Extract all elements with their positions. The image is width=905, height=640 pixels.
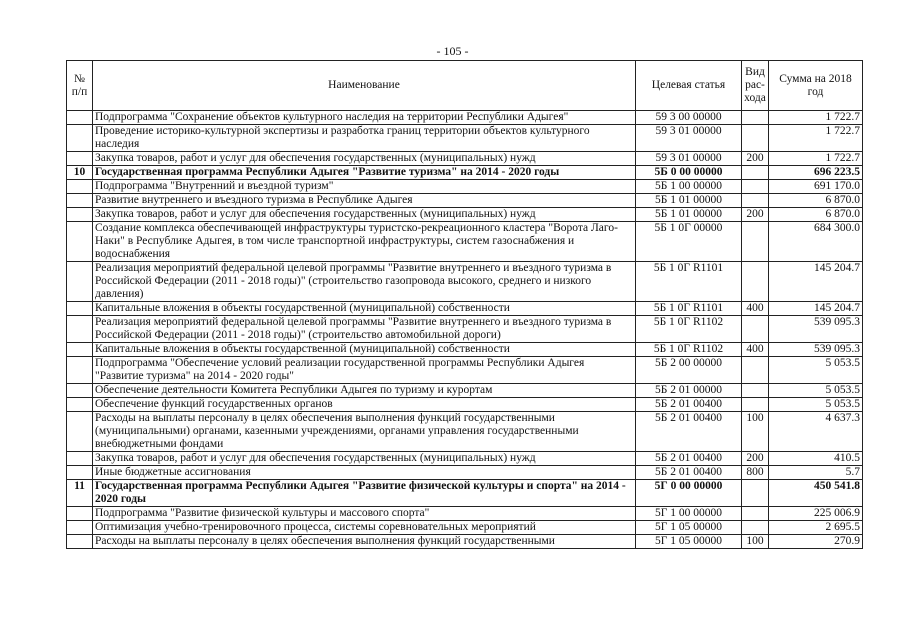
table-row [67, 384, 863, 398]
row-sum: 4 637.3 [769, 412, 863, 452]
row-type [742, 180, 769, 194]
row-type [742, 194, 769, 208]
header-num: № п/п [67, 61, 93, 111]
row-code: 5Б 1 0Г R1101 [636, 262, 742, 302]
row-name: Капитальные вложения в объекты государственной (муниципальной) собственности [93, 343, 636, 357]
row-num [67, 412, 93, 452]
table-row [67, 111, 863, 125]
row-type [742, 111, 769, 125]
row-code: 5Б 2 01 00400 [636, 398, 742, 412]
row-code: 5Г 0 00 00000 [636, 480, 742, 507]
row-code: 59 3 01 00000 [636, 152, 742, 166]
row-code: 5Г 1 05 00000 [636, 535, 742, 549]
row-code: 5Б 2 00 00000 [636, 357, 742, 384]
row-num [67, 208, 93, 222]
table-row [67, 507, 863, 521]
row-type: 400 [742, 343, 769, 357]
row-num [67, 222, 93, 262]
table-row [67, 152, 863, 166]
row-num [67, 194, 93, 208]
row-name: Расходы на выплаты персоналу в целях обеспечения выполнения функций государственными (муниципальными) органами, казенными учреждениями, органами управления государственными внебюджетными фондами [93, 412, 636, 452]
table-row [67, 222, 863, 262]
table-row [67, 208, 863, 222]
row-name: Расходы на выплаты персоналу в целях обеспечения выполнения функций государственными [93, 535, 636, 549]
row-num [67, 343, 93, 357]
row-type [742, 222, 769, 262]
row-num [67, 398, 93, 412]
row-code: 5Б 2 01 00400 [636, 412, 742, 452]
row-code: 5Г 1 05 00000 [636, 521, 742, 535]
row-num [67, 521, 93, 535]
row-name: Создание комплекса обеспечивающей инфраструктуры туристско-рекреационного кластера "Ворота Лаго-Наки" в Республике Адыгея, в том числе транспортной инфраструктуры, систем газоснабжения и водоснабжения [93, 222, 636, 262]
row-type: 200 [742, 152, 769, 166]
row-name: Подпрограмма "Развитие физической культуры и массового спорта" [93, 507, 636, 521]
budget-table [66, 60, 863, 549]
row-code: 5Б 2 01 00000 [636, 384, 742, 398]
row-num [67, 180, 93, 194]
row-sum: 1 722.7 [769, 152, 863, 166]
row-code: 5Г 1 00 00000 [636, 507, 742, 521]
row-code: 5Б 1 00 00000 [636, 180, 742, 194]
row-num [67, 384, 93, 398]
row-type [742, 166, 769, 180]
row-type [742, 398, 769, 412]
row-num [67, 125, 93, 152]
row-type [742, 125, 769, 152]
row-type: 100 [742, 535, 769, 549]
row-sum: 225 006.9 [769, 507, 863, 521]
row-sum: 145 204.7 [769, 302, 863, 316]
row-sum: 1 722.7 [769, 111, 863, 125]
row-name: Реализация мероприятий федеральной целевой программы "Развитие внутреннего и въездного туризма в Российской Федерации (2011 - 2018 годы)" (строительство газопровода высокого, среднего и низкого давления) [93, 262, 636, 302]
row-type: 800 [742, 466, 769, 480]
table-row [67, 125, 863, 152]
row-name: Оптимизация учебно-тренировочного процесса, системы соревновательных мероприятий [93, 521, 636, 535]
row-name: Проведение историко-культурной экспертизы и разработка границ территории объектов культурного наследия [93, 125, 636, 152]
row-name: Подпрограмма "Внутренний и въездной туризм" [93, 180, 636, 194]
row-num [67, 302, 93, 316]
row-code: 5Б 1 0Г R1102 [636, 316, 742, 343]
row-sum: 691 170.0 [769, 180, 863, 194]
row-num [67, 262, 93, 302]
row-sum: 539 095.3 [769, 316, 863, 343]
row-sum: 145 204.7 [769, 262, 863, 302]
row-name: Иные бюджетные ассигнования [93, 466, 636, 480]
row-num [67, 316, 93, 343]
row-sum: 6 870.0 [769, 208, 863, 222]
row-code: 5Б 1 0Г R1101 [636, 302, 742, 316]
row-code: 59 3 01 00000 [636, 125, 742, 152]
row-name: Закупка товаров, работ и услуг для обеспечения государственных (муниципальных) нужд [93, 208, 636, 222]
page-number: - 105 - [436, 44, 469, 58]
row-type [742, 262, 769, 302]
row-name: Закупка товаров, работ и услуг для обеспечения государственных (муниципальных) нужд [93, 452, 636, 466]
row-code: 5Б 1 0Г R1102 [636, 343, 742, 357]
row-type: 200 [742, 452, 769, 466]
row-sum: 6 870.0 [769, 194, 863, 208]
table-row [67, 480, 863, 507]
row-num [67, 535, 93, 549]
table-row [67, 194, 863, 208]
table-row [67, 357, 863, 384]
row-num [67, 111, 93, 125]
row-type: 100 [742, 412, 769, 452]
row-name: Государственная программа Республики Адыгея "Развитие туризма" на 2014 - 2020 годы [93, 166, 636, 180]
table-row [67, 452, 863, 466]
row-num: 10 [67, 166, 93, 180]
row-name: Государственная программа Республики Адыгея "Развитие физической культуры и спорта" на 2014 - 2020 годы [93, 480, 636, 507]
row-code: 59 3 00 00000 [636, 111, 742, 125]
row-type [742, 521, 769, 535]
table-row [67, 412, 863, 452]
table-row [67, 343, 863, 357]
row-code: 5Б 2 01 00400 [636, 466, 742, 480]
row-num [67, 452, 93, 466]
header-sum: Сумма на 2018 год [769, 61, 863, 111]
row-sum: 410.5 [769, 452, 863, 466]
table-row [67, 466, 863, 480]
row-name: Подпрограмма "Сохранение объектов культурного наследия на территории Республики Адыгея" [93, 111, 636, 125]
row-type [742, 507, 769, 521]
row-type [742, 357, 769, 384]
table-row [67, 166, 863, 180]
row-name: Обеспечение деятельности Комитета Республики Адыгея по туризму и курортам [93, 384, 636, 398]
row-sum: 270.9 [769, 535, 863, 549]
row-sum: 2 695.5 [769, 521, 863, 535]
header-code: Целевая статья [636, 61, 742, 111]
row-name: Подпрограмма "Обеспечение условий реализации государственной программы Республики Адыгея "Развитие туризма" на 2014 - 2020 годы" [93, 357, 636, 384]
row-sum: 5 053.5 [769, 398, 863, 412]
table-header-row [67, 61, 863, 111]
table-row [67, 535, 863, 549]
row-name: Закупка товаров, работ и услуг для обеспечения государственных (муниципальных) нужд [93, 152, 636, 166]
row-num [67, 152, 93, 166]
row-code: 5Б 1 01 00000 [636, 194, 742, 208]
table-row [67, 316, 863, 343]
row-type: 400 [742, 302, 769, 316]
row-code: 5Б 2 01 00400 [636, 452, 742, 466]
row-name: Реализация мероприятий федеральной целевой программы "Развитие внутреннего и въездного туризма в Российской Федерации (2011 - 2018 годы)" (строительство автомобильной дороги) [93, 316, 636, 343]
row-sum: 696 223.5 [769, 166, 863, 180]
row-sum: 5.7 [769, 466, 863, 480]
row-type [742, 316, 769, 343]
header-type: Вид рас-хода [742, 61, 769, 111]
row-num [67, 466, 93, 480]
row-sum: 684 300.0 [769, 222, 863, 262]
row-num [67, 507, 93, 521]
table-row [67, 180, 863, 194]
table-row [67, 398, 863, 412]
row-sum: 450 541.8 [769, 480, 863, 507]
row-type [742, 384, 769, 398]
row-code: 5Б 1 0Г 00000 [636, 222, 742, 262]
row-name: Обеспечение функций государственных органов [93, 398, 636, 412]
table-row [67, 302, 863, 316]
table-row [67, 521, 863, 535]
row-num: 11 [67, 480, 93, 507]
row-type [742, 480, 769, 507]
row-name: Развитие внутреннего и въездного туризма в Республике Адыгея [93, 194, 636, 208]
row-sum: 1 722.7 [769, 125, 863, 152]
row-name: Капитальные вложения в объекты государственной (муниципальной) собственности [93, 302, 636, 316]
header-name: Наименование [93, 61, 636, 111]
row-sum: 5 053.5 [769, 357, 863, 384]
table-row [67, 262, 863, 302]
row-type: 200 [742, 208, 769, 222]
row-code: 5Б 1 01 00000 [636, 208, 742, 222]
row-sum: 5 053.5 [769, 384, 863, 398]
row-num [67, 357, 93, 384]
row-sum: 539 095.3 [769, 343, 863, 357]
row-code: 5Б 0 00 00000 [636, 166, 742, 180]
